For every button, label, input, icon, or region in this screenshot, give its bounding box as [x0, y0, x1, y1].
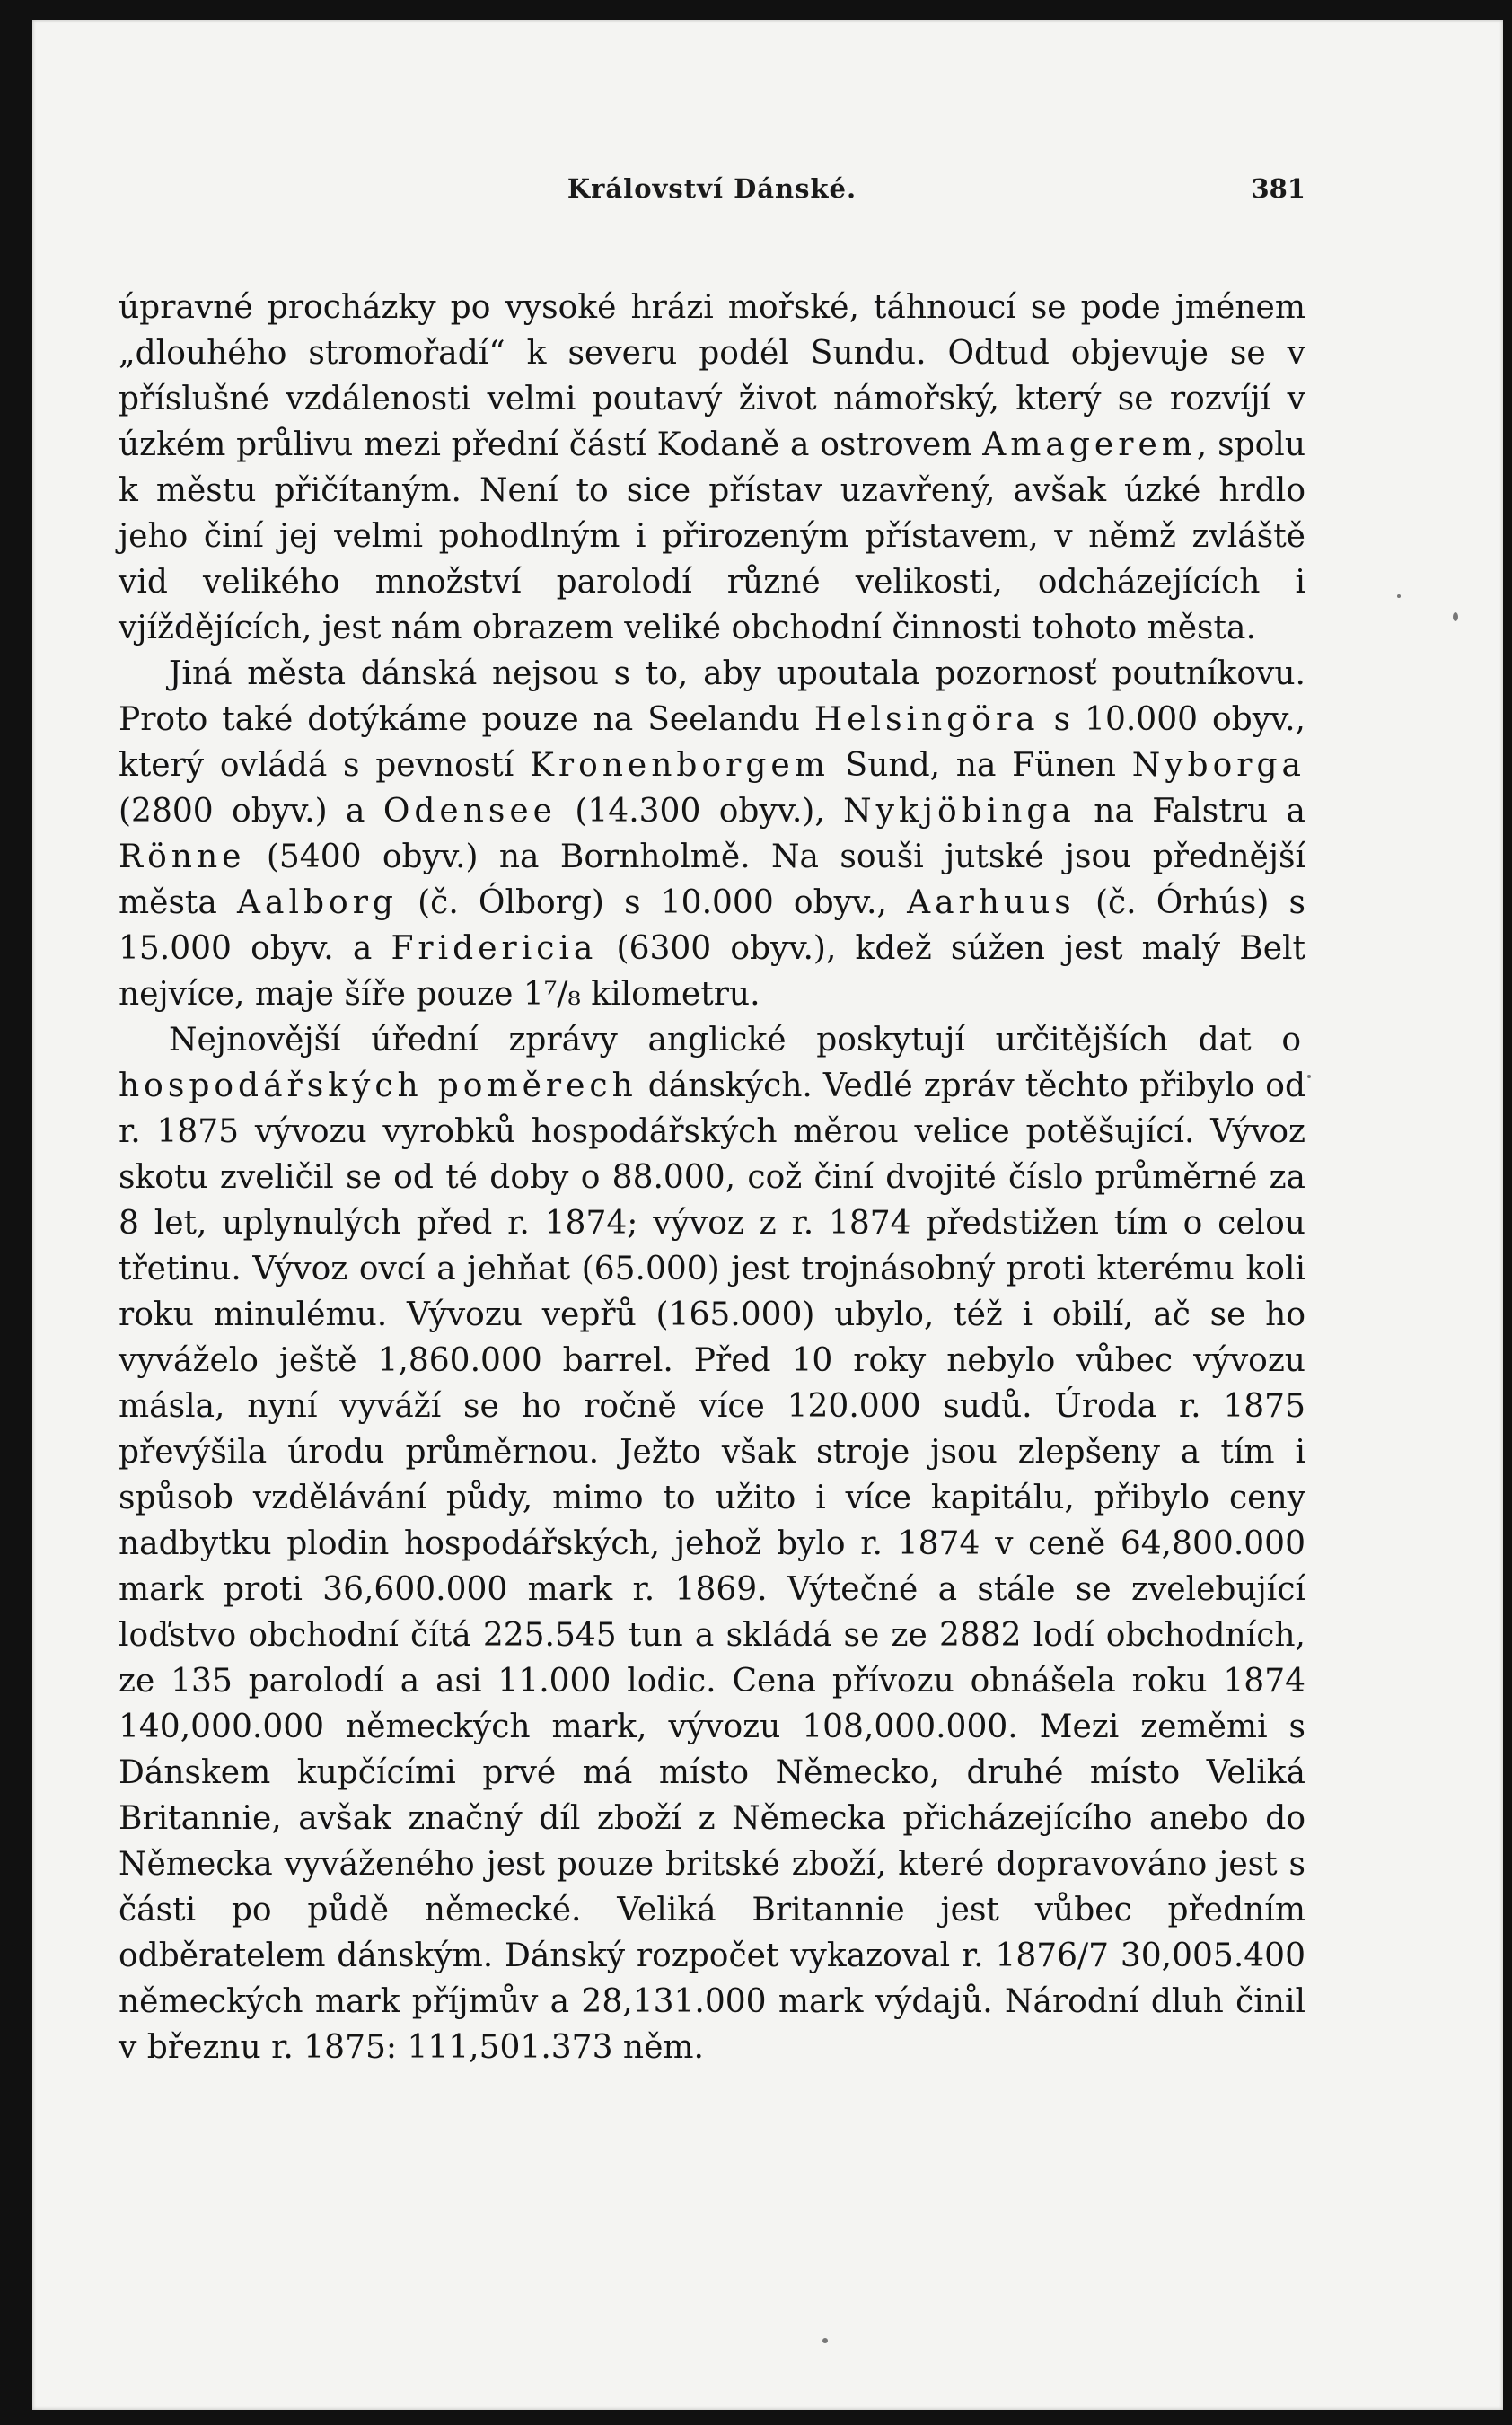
emphasized-term: Nyborga — [1131, 747, 1305, 784]
page-header — [119, 173, 1305, 215]
text-run: Nejnovější úřední zprávy anglické poskytují určitějších dat — [169, 1022, 1282, 1059]
emphasized-term: Fridericia — [391, 930, 598, 967]
emphasized-term: Aalborg — [237, 884, 398, 921]
text-run: úpravné procházky po vysoké hrázi mořské, táhnoucí se pode jménem „dlouhého stromořadí“ k severu podél Sundu. Odtud objevuje se v příslušné vzdálenosti velmi poutavý život námořský, který se rozvíjí v úzkém průlivu mezi přední částí Kodaně a ostrovem — [119, 289, 1305, 463]
emphasized-term: o hospodářských poměrech — [119, 1022, 1305, 1104]
emphasized-term: Helsingöra — [813, 701, 1040, 738]
emphasized-term: Odensee — [382, 793, 557, 830]
paragraph-3 — [119, 1017, 1305, 2070]
page-number: 381 — [1251, 173, 1305, 204]
print-speck — [1307, 1075, 1311, 1078]
text-run: (14.300 obyv.), — [556, 793, 844, 830]
book-page — [32, 20, 1503, 2410]
body-text — [119, 285, 1305, 2070]
paragraph-1 — [119, 285, 1305, 651]
text-run: (č. Órhús) s 15.000 obyv. a — [119, 884, 1305, 967]
running-title: Království Dánské. — [567, 173, 857, 204]
emphasized-term: Aarhuus — [907, 884, 1076, 921]
print-speck — [1453, 612, 1458, 621]
emphasized-term: Kronenborgem — [529, 747, 830, 784]
emphasized-term: Nykjöbinga — [843, 793, 1076, 830]
text-run: Sund, na Fünen — [829, 747, 1132, 784]
paragraph-2 — [119, 651, 1305, 1017]
emphasized-term: Amagerem — [982, 426, 1197, 463]
emphasized-term: Rönne — [119, 839, 246, 875]
text-run: (2800 obyv.) a — [119, 793, 383, 830]
print-speck — [822, 2338, 828, 2343]
text-run: Jiná města dánská nejsou s to, aby upoutala pozornosť poutníkovu. Proto také dotýkáme pouze na Seelandu — [119, 655, 1305, 738]
text-run: (5400 obyv.) na Bornholmě. Na souši jutské jsou přednější města — [119, 839, 1305, 921]
text-run: (6300 obyv.), kdež súžen jest malý Belt nejvíce, maje šíře pouze 1⁷/₈ kilometru. — [119, 930, 1305, 1013]
print-speck — [1397, 594, 1401, 598]
text-run: s 10.000 obyv., který ovládá s pevností — [119, 701, 1306, 784]
text-run: (č. Ólborg) s 10.000 obyv., — [397, 884, 908, 921]
text-run: , spolu k městu přičítaným. Není to sice přístav uzavřený, avšak úzké hrdlo jeho činí jej velmi pohodlným i přirozeným přístavem, v němž zvláště vid velikého množství parolodí různé velikosti, odcházejících i vjíždějících, jest nám obrazem veliké obchodní činnosti tohoto města. — [119, 426, 1306, 646]
text-run: na Falstru a — [1075, 793, 1305, 830]
text-run: dánských. Vedlé zpráv těchto přibylo od r. 1875 vývozu vyrobků hospodářských měrou velice potěšující. Vývoz skotu zveličil se od té doby o 88.000, což činí dvojité číslo průměrné za 8 let, uplynulých před r. 1874; vývoz z r. 1874 předstižen tím o celou třetinu. Vývoz ovcí a jehňat (65.000) jest trojnásobný proti kterému koli roku minulému. Vývozu vepřů (165.000) ubylo, též i obilí, ač se ho vyváželo ještě 1,860.000 barrel. Před 10 roky nebylo vůbec vývozu másla, nyní vyváží se ho ročně více 120.000 sudů. Úroda r. 1875 převýšila úrodu průměrnou. Ježto však stroje jsou zlepšeny a tím i spůsob vzdělávání půdy, mimo to užito i více kapitálu, přibylo ceny nadbytku plodin hospodářských, jehož bylo r. 1874 v ceně 64,800.000 mark proti 36,600.000 mark r. 1869. Výtečné a stále se zvelebující loďstvo obchodní čítá 225.545 tun a skládá se ze 2882 lodí obchodních, ze 135 parolodí a asi 11.000 lodic. Cena přívozu obnášela roku 1874 140,000.000 německých mark, vývozu 108,000.000. Mezi zeměmi s Dánskem kupčícími prvé má místo Německo, druhé místo Veliká Britannie, avšak značný díl zboží z Německa přicházejícího anebo do Německa vyváženého jest pouze britské zboží, které dopravováno jest s části po půdě německé. Veliká Britannie jest vůbec předním odběratelem dánským. Dánský rozpočet vykazoval r. 1876/7 30,005.400 německých mark příjmův a 28,131.000 mark výdajů. Národní dluh činil v březnu r. 1875: 111,501.373 něm. — [119, 1068, 1305, 2066]
